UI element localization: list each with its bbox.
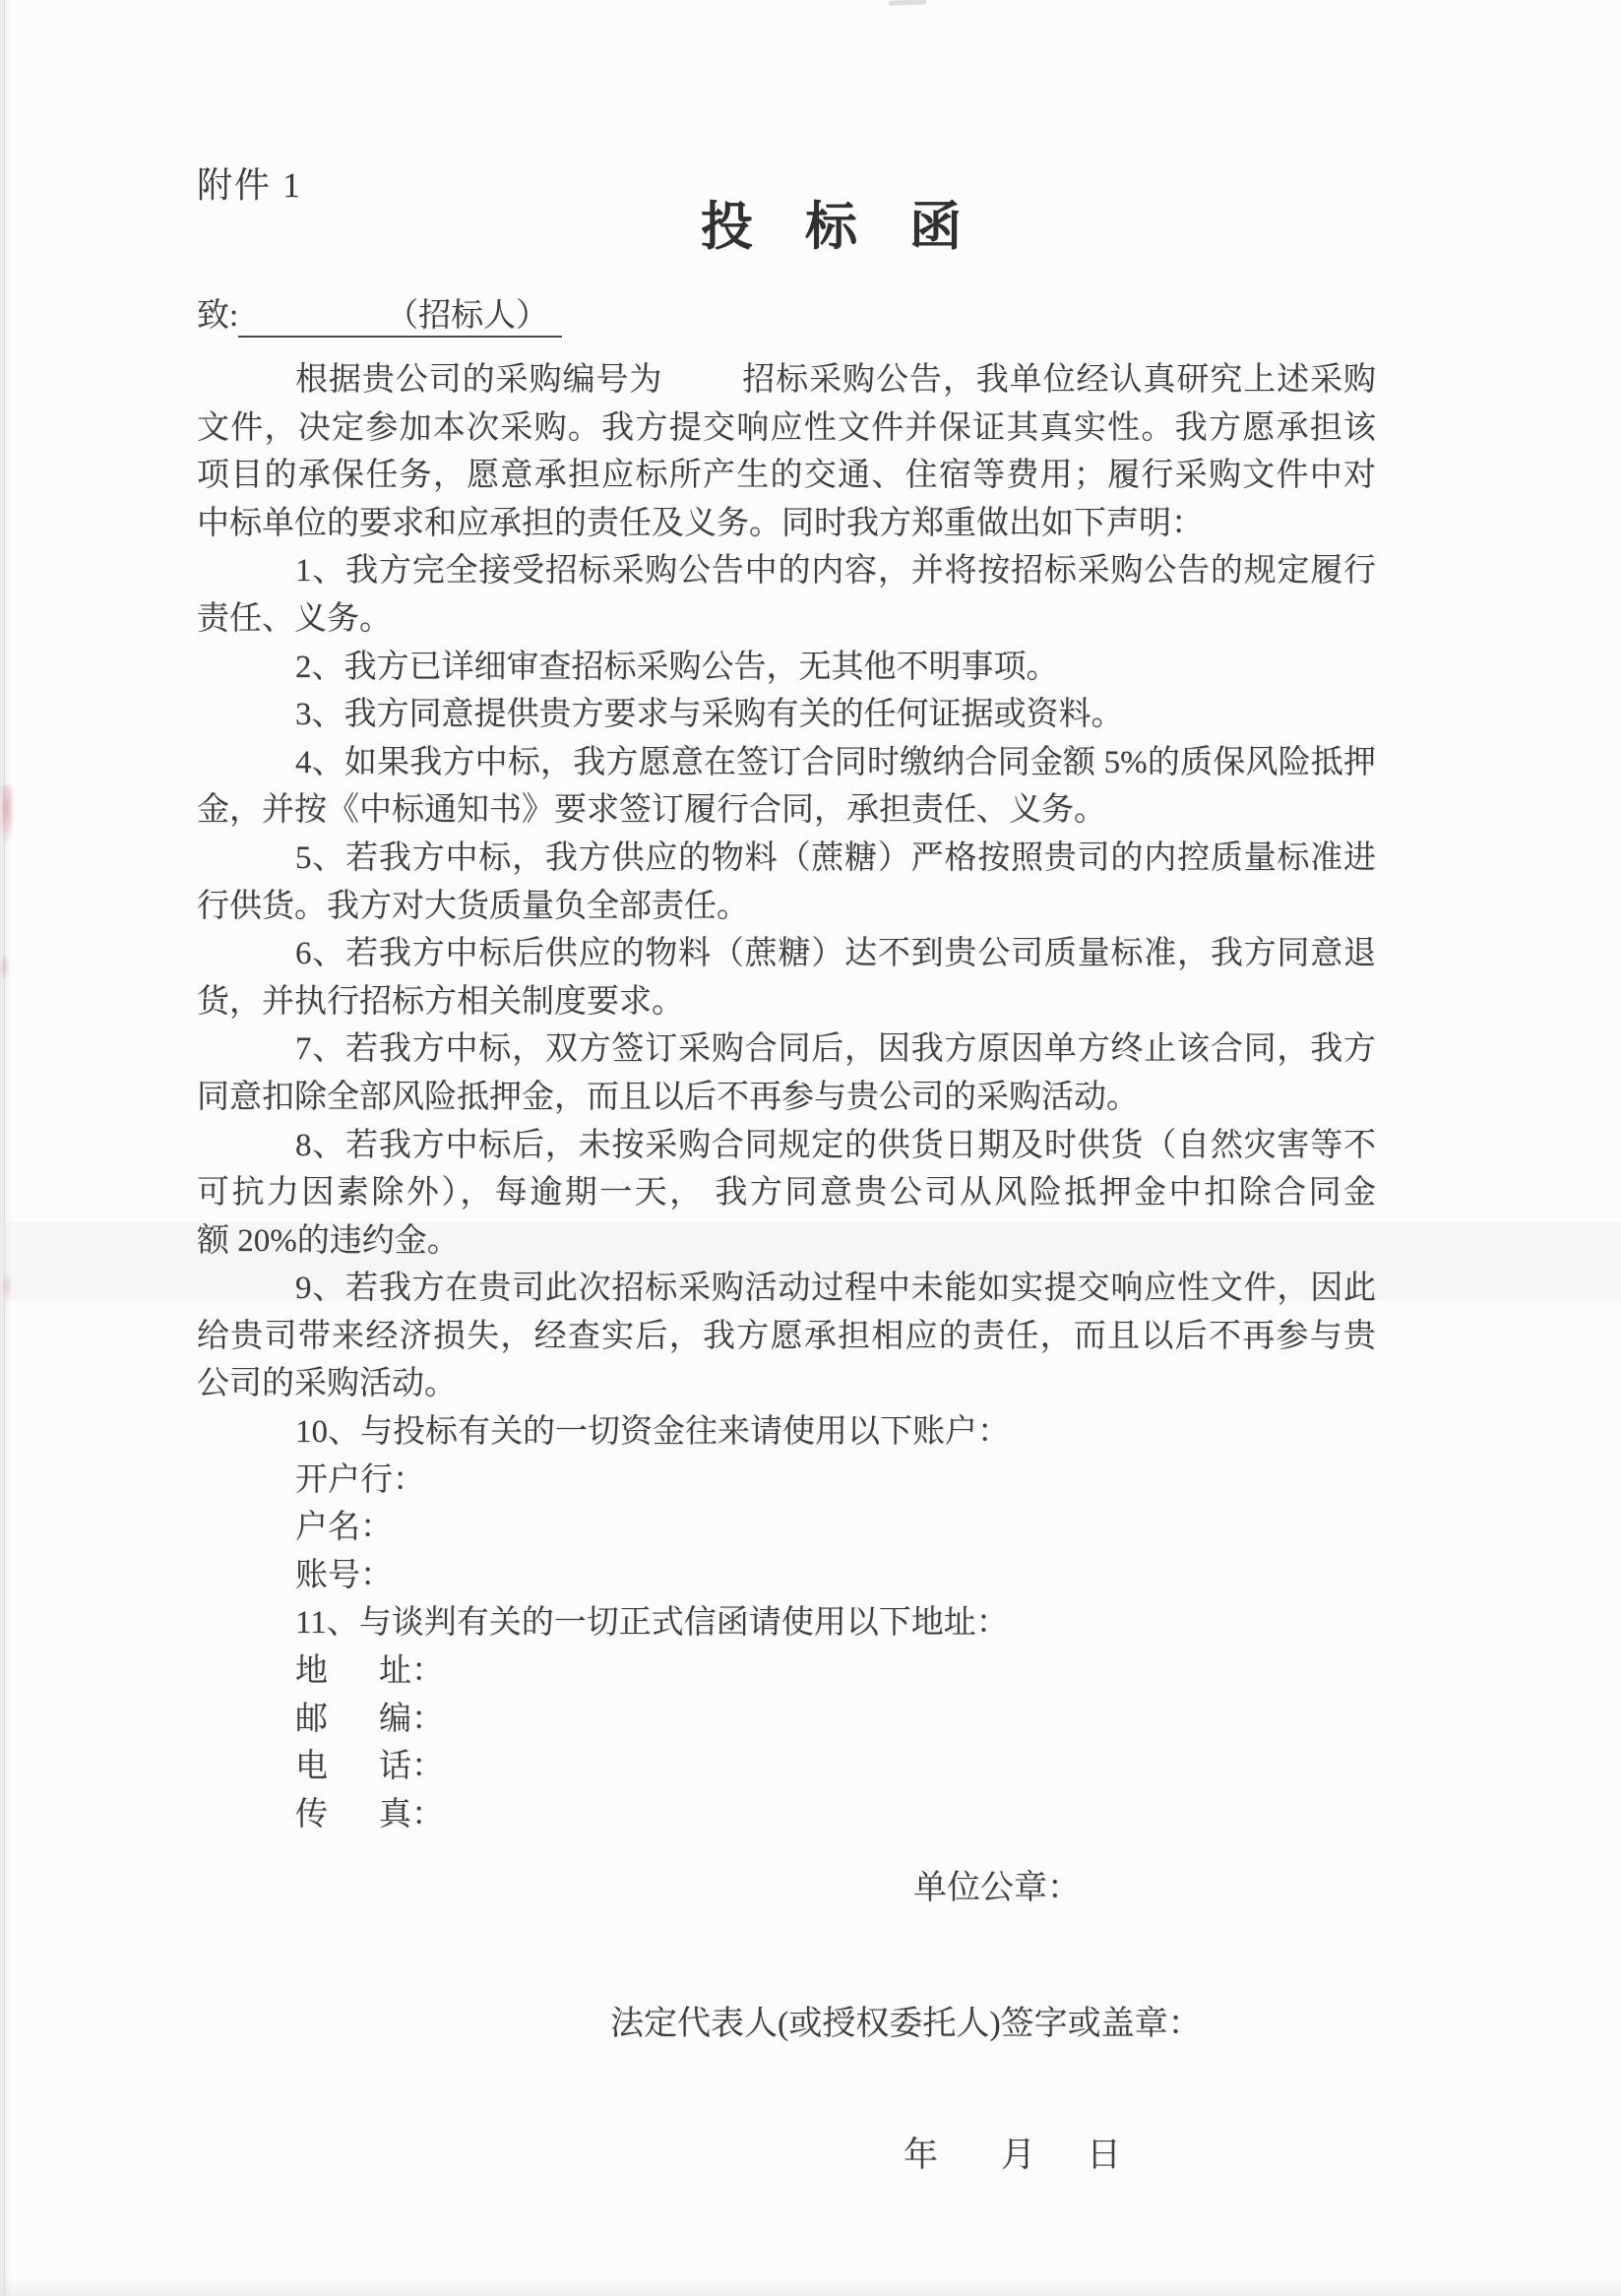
line-text: 招标采购公告，我单位经认真研究上述采购 [741,362,1377,398]
blank-space [328,1823,379,1825]
body-line [197,452,1376,500]
body-line [197,1552,1376,1600]
line-text: 9、若我方在贵司此次招标采购活动过程中未能如实提交响应性文件，因此 [295,1271,1376,1307]
line-text: 2、我方已详细审查招标采购公告，无其他不明事项。 [295,649,1059,685]
line-text: 3、我方同意提供贵方要求与采购有关的任何证据或资料。 [295,697,1124,733]
line-text: 给贵司带来经济损失，经查实后，我方愿承担相应的责任，而且以后不再参与贵 [197,1318,1376,1354]
line-text: 编： [379,1701,444,1737]
line-text: 1、我方完全接受招标采购公告中的内容，并将按招标采购公告的规定履行 [295,553,1376,590]
line-text: 项目的承保任务，愿意承担应标所产生的交通、住宿等费用；履行采购文件中对 [197,458,1376,494]
line-text: 责任、义务。 [197,600,392,637]
scan-pink-smudge [0,955,9,980]
blank-space [548,324,562,326]
line-text: 户名： [295,1510,393,1546]
body-line [197,1122,1376,1170]
line-text: 8、若我方中标后，未按采购合同规定的供货日期及时供货（自然灾害等不 [295,1127,1376,1163]
recipient-hint: （招标人） [386,298,549,334]
body-line [197,1265,1376,1313]
date-day-label: 日 [1087,2136,1122,2174]
body-line [197,786,1376,835]
body-line [197,1457,1376,1505]
line-text: 公司的采购活动。 [197,1366,457,1402]
line-text: 址： [379,1653,444,1690]
recipient-underline [238,296,562,338]
body-line [197,1217,1376,1266]
seal-label: 单位公章： [913,1870,1081,1906]
line-text: 中标单位的要求和应承担的责任及义务。同时我方郑重做出如下声明： [197,505,1204,541]
line-text: 可抗力因素除外），每逾期一天， 我方同意贵公司从风险抵押金中扣除合同金 [197,1175,1376,1211]
body-line [197,930,1376,978]
body-line [197,547,1376,595]
body-line [197,1408,1376,1457]
line-text: 11、与谈判有关的一切正式信函请使用以下地址： [295,1605,1009,1642]
line-text: 货，并执行招标方相关制度要求。 [197,983,684,1020]
line-text: 账号： [295,1557,393,1593]
body-line [197,978,1376,1026]
blank-space [328,1679,379,1681]
body-line [197,500,1376,548]
date-month-label: 月 [1001,2136,1036,2174]
scan-edge-line [4,0,5,2296]
line-text: 金，并按《中标通知书》要求签订履行合同，承担责任、义务。 [197,792,1106,829]
body-line [197,1074,1376,1122]
body-line [197,835,1376,883]
scan-top-mark [889,0,926,6]
body-line [197,1696,1376,1744]
blank-space [662,388,741,390]
line-text: 额 20%的违约金。 [197,1222,460,1259]
body-line [197,1313,1376,1361]
body-line [197,1025,1376,1074]
body-line [197,644,1376,692]
date-line [904,2128,1121,2177]
body-line [197,1360,1376,1408]
scan-edge-shading [0,0,12,2296]
body-line [197,883,1376,931]
legal-rep-signature-label: 法定代表人(或授权委托人)签字或盖章： [610,2006,1202,2042]
line-text: 10、与投标有关的一切资金往来请使用以下账户： [295,1414,1010,1451]
line-text: 电 [295,1749,328,1785]
body-line [197,356,1376,404]
scan-pink-smudge [1,785,14,842]
line-text: 邮 [295,1701,328,1737]
body-line [197,739,1376,787]
line-text: 同意扣除全部风险抵押金，而且以后不再参与贵公司的采购活动。 [197,1079,1139,1115]
blank-space [328,1727,379,1729]
line-text: 文件，决定参加本次采购。我方提交响应性文件并保证其真实性。我方愿承担该 [197,409,1376,446]
blank-space [238,324,386,326]
body-line [197,1647,1376,1696]
line-text: 行供货。我方对大货质量负全部责任。 [197,888,749,924]
attachment-label: 附件 1 [197,165,303,205]
document-title: 投标函 [701,199,1014,256]
body-line [197,1791,1376,1839]
body-line [197,404,1376,453]
line-text: 根据贵公司的采购编号为 [295,362,663,398]
blank-space [328,1774,379,1776]
body-line [197,691,1376,739]
line-text: 4、如果我方中标，我方愿意在签订合同时缴纳合同金额 5%的质保风险抵押 [295,744,1376,780]
salutation-prefix: 致: [197,298,239,334]
scan-bottom-shading [0,2276,1621,2296]
date-year-label: 年 [904,2136,939,2174]
body-line [197,595,1376,644]
body-line [197,1743,1376,1791]
body-line [197,1169,1376,1217]
line-text: 7、若我方中标，双方签订采购合同后，因我方原因单方终止该合同，我方 [295,1031,1376,1068]
line-text: 传 [295,1796,328,1832]
line-text: 地 [295,1653,328,1690]
salutation-line [197,289,562,338]
line-text: 开户行： [295,1461,425,1498]
letter-body [197,356,1376,1838]
body-line [197,1504,1376,1552]
line-text: 话： [379,1749,444,1785]
line-text: 真： [379,1796,444,1832]
scan-pink-smudge [1,1272,12,1301]
body-line [197,1599,1376,1647]
line-text: 5、若我方中标，我方供应的物料（蔗糖）严格按照贵司的内控质量标准进 [295,839,1376,876]
line-text: 6、若我方中标后供应的物料（蔗糖）达不到贵公司质量标准，我方同意退 [295,936,1376,972]
